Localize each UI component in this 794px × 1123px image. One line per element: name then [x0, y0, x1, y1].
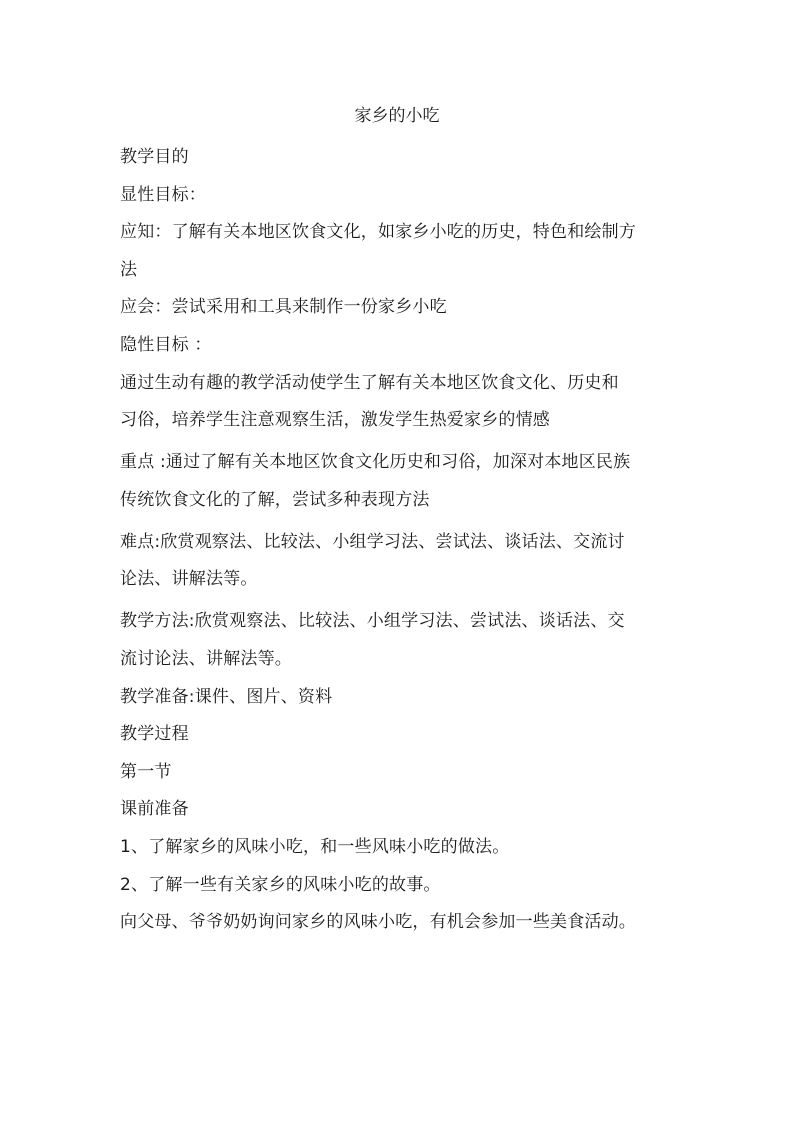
- heading-pre-class: 课前准备: [120, 799, 189, 820]
- paragraph-methods-cont: 流讨论法、讲解法等。: [120, 648, 292, 669]
- heading-process: 教学过程: [120, 724, 189, 745]
- paragraph-implicit-cont: 习俗，培养学生注意观察生活，激发学生热爱家乡的情感: [120, 410, 550, 431]
- heading-section-one: 第一节: [120, 761, 172, 782]
- paragraph-ask-parents: 向父母、爷爷奶奶询问家乡的风味小吃，有机会参加一些美食活动。: [120, 912, 636, 933]
- paragraph-implicit: 通过生动有趣的教学活动使学生了解有关本地区饮食文化、历史和: [120, 372, 619, 393]
- paragraph-should-do: 应会：尝试采用和工具来制作一份家乡小吃: [120, 297, 447, 318]
- paragraph-key-points-cont: 传统饮食文化的了解，尝试多种表现方法: [120, 489, 430, 510]
- document-title: 家乡的小吃: [354, 106, 440, 126]
- heading-teaching-goals: 教学目的: [120, 147, 189, 167]
- paragraph-should-know-cont: 法: [120, 259, 138, 280]
- paragraph-methods: 教学方法:欣赏观察法、比较法、小组学习法、尝试法、谈话法、交: [120, 611, 625, 632]
- paragraph-key-points: 重点 :通过了解有关本地区饮食文化历史和习俗，加深对本地区民族: [120, 452, 631, 473]
- list-item-1: 1、了解家乡的风味小吃，和一些风味小吃的做法。: [120, 836, 510, 857]
- heading-implicit-goals: 隐性目标 ：: [120, 334, 212, 355]
- list-item-2: 2、了解一些有关家乡的风味小吃的故事。: [120, 874, 441, 895]
- paragraph-preparation: 教学准备:课件、图片、资料: [120, 686, 333, 707]
- paragraph-difficulties-cont: 论法、讲解法等。: [120, 569, 258, 590]
- heading-explicit-goals: 显性目标：: [120, 184, 206, 205]
- paragraph-should-know: 应知：了解有关本地区饮食文化，如家乡小吃的历史，特色和绘制方: [120, 222, 636, 243]
- paragraph-difficulties: 难点:欣赏观察法、比较法、小组学习法、尝试法、谈话法、交流讨: [120, 531, 625, 552]
- document-body: [120, 144, 688, 947]
